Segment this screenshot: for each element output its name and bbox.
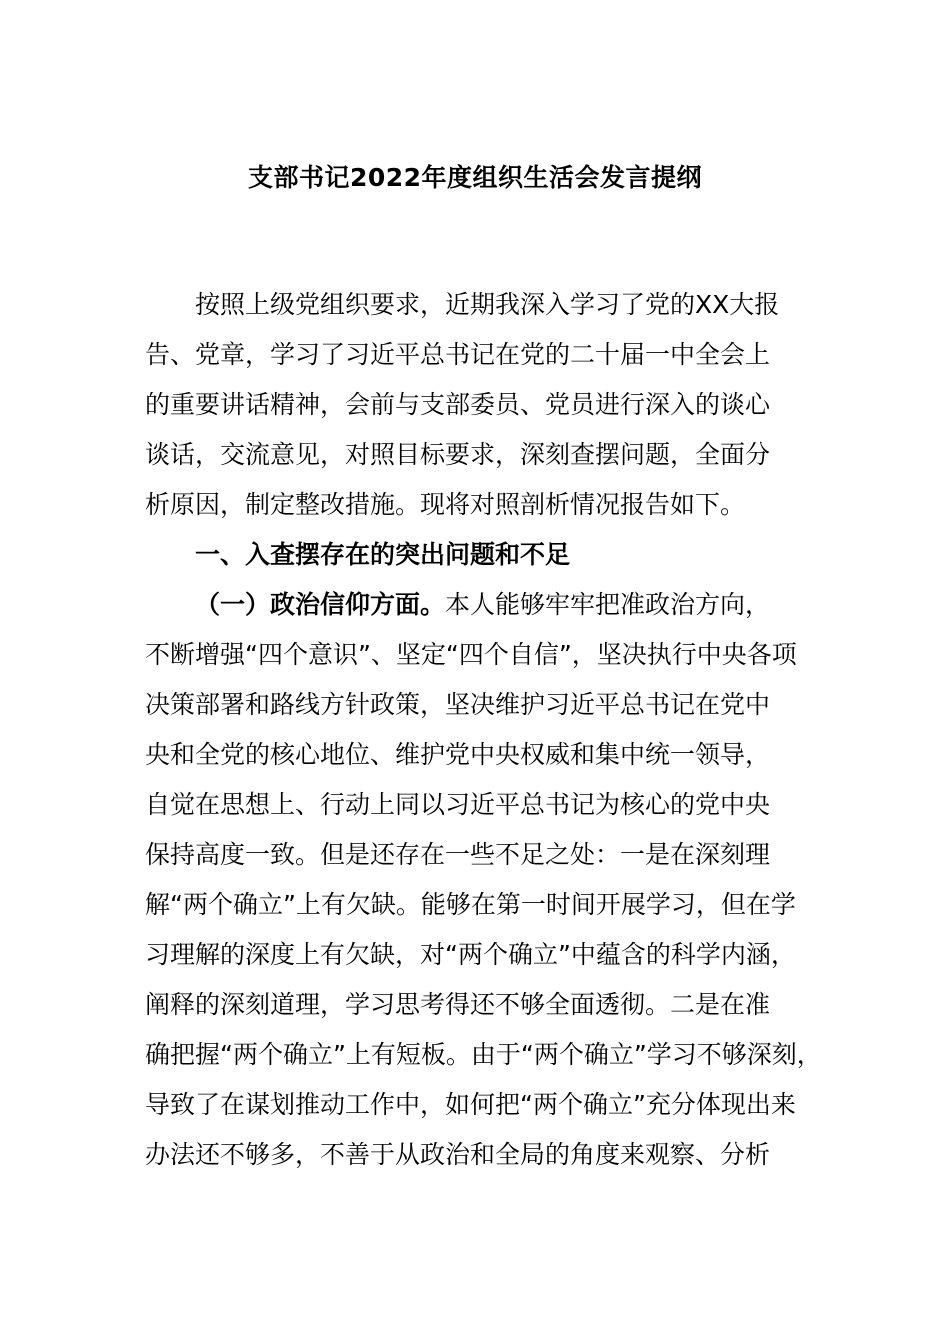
paragraph-line [145, 580, 825, 630]
paragraph-line: 导致了在谋划推动工作中，如何把“两个确立”充分体现出来 [145, 1090, 796, 1119]
paragraph-line: 告、党章，学习了习近平总书记在党的二十届一中全会上 [145, 340, 771, 369]
paragraph-line: 习理解的深度上有欠缺，对“两个确立”中蕴含的科学内涵， [145, 940, 796, 969]
subheading-lead: （一）政治信仰方面。 [195, 590, 446, 619]
paragraph-line: 的重要讲话精神，会前与支部委员、党员进行深入的谈心 [145, 390, 771, 419]
paragraph-line: 办法还不够多，不善于从政治和全局的角度来观察、分析 [145, 1140, 771, 1169]
paragraph-line: 央和全党的核心地位、维护党中央权威和集中统一领导， [145, 740, 771, 769]
document-body [145, 280, 825, 1180]
paragraph-line: 保持高度一致。但是还存在一些不足之处：一是在深刻理 [145, 840, 771, 869]
paragraph-line: 解“两个确立”上有欠缺。能够在第一时间开展学习，但在学 [145, 890, 796, 919]
paragraph-line: 决策部署和路线方针政策，坚决维护习近平总书记在党中 [145, 690, 771, 719]
paragraph-line: 谈话，交流意见，对照目标要求，深刻查摆问题，全面分 [145, 440, 771, 469]
paragraph-line: 按照上级党组织要求，近期我深入学习了党的XX大报 [195, 290, 780, 319]
paragraph-line: 自觉在思想上、行动上同以习近平总书记为核心的党中央 [145, 790, 771, 819]
paragraph-line: 析原因，制定整改措施。现将对照剖析情况报告如下。 [145, 490, 746, 519]
paragraph-line: 确把握“两个确立”上有短板。由于“两个确立”学习不够深刻， [145, 1040, 822, 1069]
section-heading: 一、入查摆存在的突出问题和不足 [195, 540, 571, 569]
document-title: 支部书记2022年度组织生活会发言提纲 [247, 163, 703, 192]
paragraph-line: 不断增强“四个意识”、坚定“四个自信”，坚决执行中央各项 [145, 640, 797, 669]
paragraph-text: 本人能够牢牢把准政治方向， [445, 590, 771, 619]
paragraph-line: 阐释的深刻道理，学习思考得还不够全面透彻。二是在准 [145, 990, 771, 1019]
